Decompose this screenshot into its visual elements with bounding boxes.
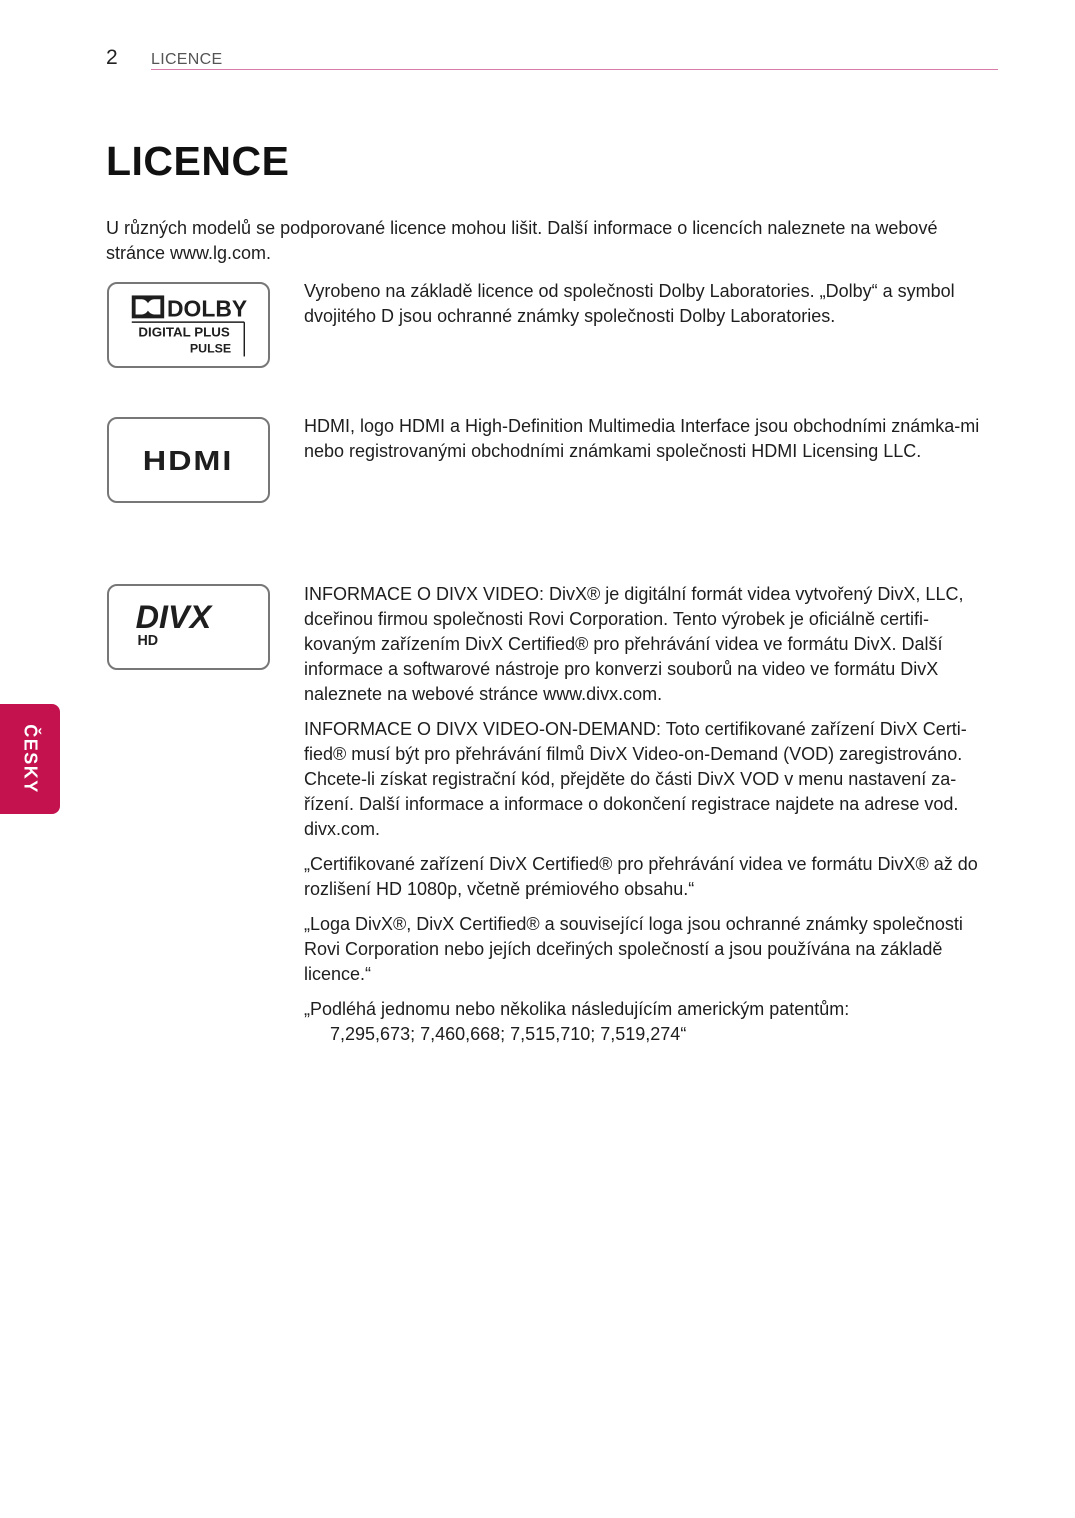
divx-logos-paragraph: „Loga DivX®, DivX Certified® a související loga jsou ochranné známky společnosti Rovi Corporation nebo jejích dceřiných společností a jsou používána na základě licence.“	[304, 914, 963, 984]
dolby-double-d-icon	[109, 284, 268, 366]
divx-patents-paragraph	[304, 997, 997, 1047]
divx-info-paragraph: INFORMACE O DIVX VIDEO: DivX® je digitální formát videa vytvořený DivX, LLC, dceřinou firmou společnosti Rovi Corporation. Tento výrobek je oficiálně certifi-kovaným zařízením DivX Certified® pro přehrávání videa ve formátu DivX. Další informace a softwarové nástroje pro konverzi souborů na video ve formátu DivX naleznete na webové stránce www.divx.com.	[304, 584, 964, 704]
header-rule	[151, 69, 998, 70]
running-header: LICENCE	[151, 51, 223, 68]
hdmi-text: HDMI, logo HDMI a High-Definition Multimedia Interface jsou obchodními známka-mi nebo registrovanými obchodními známkami společnosti HDMI Licensing LLC.	[304, 416, 980, 461]
divx-patents-list: 7,295,673; 7,460,668; 7,515,710; 7,519,274“	[330, 1024, 687, 1044]
intro-paragraph: U různých modelů se podporované licence mohou lišit. Další informace o licencích naleznete na webové stránce www.lg.com.	[106, 218, 938, 263]
dolby-logo-line2: DIGITAL PLUS	[138, 324, 230, 340]
divx-hd-icon	[109, 586, 268, 668]
divx-patents-intro: „Podléhá jednomu nebo několika následujícím americkým patentům:	[304, 999, 850, 1019]
divx-logo-hd: HD	[137, 633, 159, 650]
dolby-logo	[107, 282, 270, 368]
dolby-logo-wordmark: DOLBY	[167, 295, 248, 322]
page-title: LICENCE	[106, 138, 290, 184]
page-number: 2	[106, 46, 118, 69]
language-tab-label: ČESKY	[20, 724, 41, 794]
divx-section	[304, 582, 997, 1047]
hdmi-wordmark-icon	[109, 419, 268, 501]
divx-certified-paragraph: „Certifikované zařízení DivX Certified® pro přehrávání videa ve formátu DivX® až do rozlišení HD 1080p, včetně prémiového obsahu.“	[304, 854, 978, 899]
hdmi-logo-wordmark: HDMI	[142, 446, 234, 477]
language-tab	[0, 704, 60, 814]
divx-logo	[107, 584, 270, 670]
dolby-logo-line3: PULSE	[189, 341, 232, 356]
divx-logo-wordmark: DIVX	[135, 598, 212, 635]
divx-vod-paragraph: INFORMACE O DIVX VIDEO-ON-DEMAND: Toto certifikované zařízení DivX Certi-fied® musí být pro přehrávání filmů DivX Video-on-Demand (VOD) zaregistrováno. Chcete-li získat registrační kód, přejděte do části DivX VOD v menu nastavení za-řízení. Další informace a informace o dokončení registrace najdete na adrese vod. divx.com.	[304, 719, 967, 839]
hdmi-logo	[107, 417, 270, 503]
dolby-text: Vyrobeno na základě licence od společnosti Dolby Laboratories. „Dolby“ a symbol dvojitého D jsou ochranné známky společnosti Dolby Laboratories.	[304, 281, 955, 326]
